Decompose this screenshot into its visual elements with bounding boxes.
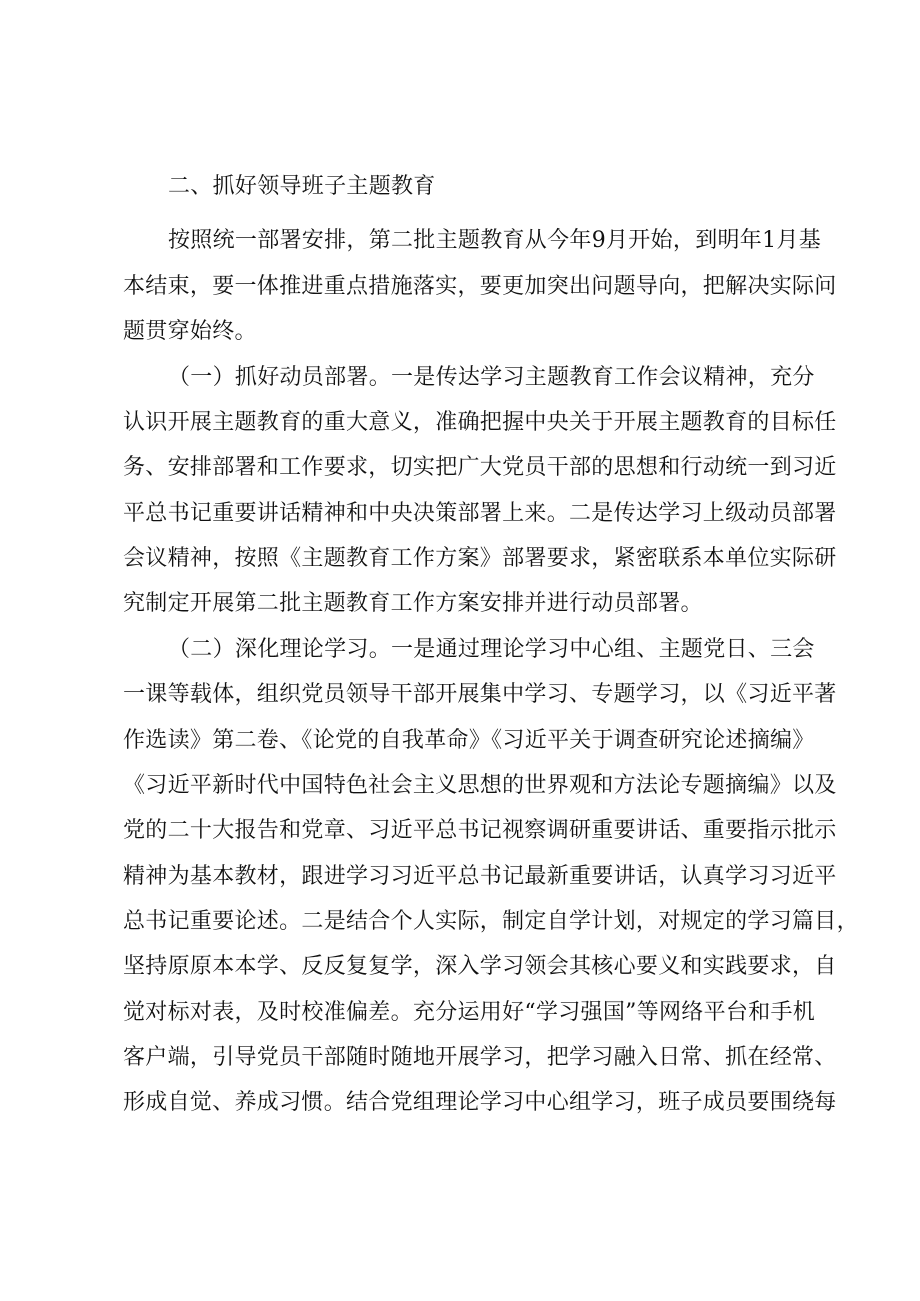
paragraph-3-line-9: 觉对标对表，及时校准偏差。充分运用好“学习强国”等网络平台和手机 (123, 1000, 816, 1025)
paragraph-2-line-4: 平总书记重要讲话精神和中央决策部署上来。二是传达学习上级动员部署 (123, 501, 837, 526)
paragraph-2-line-3: 务、安排部署和工作要求，切实把广大党员干部的思想和行动统一到习近 (123, 455, 837, 480)
paragraph-3-line-7: 总书记重要论述。二是结合个人实际，制定自学计划，对规定的学习篇目， (123, 909, 859, 934)
paragraph-3-line-8: 坚持原原本本学、反反复复学，深入学习领会其核心要义和实践要求，自 (123, 954, 837, 979)
paragraph-1-line-3: 题贯穿始终。 (123, 319, 257, 344)
paragraph-3-line-4: 《习近平新时代中国特色社会主义思想的世界观和方法论专题摘编》以及 (123, 773, 837, 798)
paragraph-3-line-6: 精神为基本教材，跟进学习习近平总书记最新重要讲话，认真学习习近平 (123, 864, 837, 889)
paragraph-2-line-1: （一）抓好动员部署。一是传达学习主题教育工作会议精神，充分 (168, 365, 815, 390)
paragraph-3-line-10: 客户端，引导党员干部随时随地开展学习，把学习融入日常、抓在经常、 (123, 1045, 837, 1070)
paragraph-3-line-3: 作选读》第二卷、《论党的自我革命》《习近平关于调查研究论述摘编》 (123, 728, 815, 753)
paragraph-1-line-2: 本结束，要一体推进重点措施落实，要更加突出问题导向，把解决实际问 (123, 274, 837, 299)
paragraph-3-line-2: 一课等载体，组织党员领导干部开展集中学习、专题学习，以《习近平著 (123, 682, 837, 707)
paragraph-3-line-1: （二）深化理论学习。一是通过理论学习中心组、主题党日、三会 (168, 637, 815, 662)
paragraph-2-line-5: 会议精神，按照《主题教育工作方案》部署要求，紧密联系本单位实际研 (123, 546, 837, 571)
paragraph-2-line-2: 认识开展主题教育的重大意义，准确把握中央关于开展主题教育的目标任 (123, 410, 837, 435)
paragraph-3-line-5: 党的二十大报告和党章、习近平总书记视察调研重要讲话、重要指示批示 (123, 818, 837, 843)
paragraph-1-line-1: 按照统一部署安排，第二批主题教育从今年9月开始，到明年1月基 (168, 228, 821, 253)
paragraph-3-line-11: 形成自觉、养成习惯。结合党组理论学习中心组学习，班子成员要围绕每 (123, 1090, 837, 1115)
section-heading: 二、抓好领导班子主题教育 (168, 174, 436, 199)
paragraph-2-line-6: 究制定开展第二批主题教育工作方案安排并进行动员部署。 (123, 591, 703, 616)
